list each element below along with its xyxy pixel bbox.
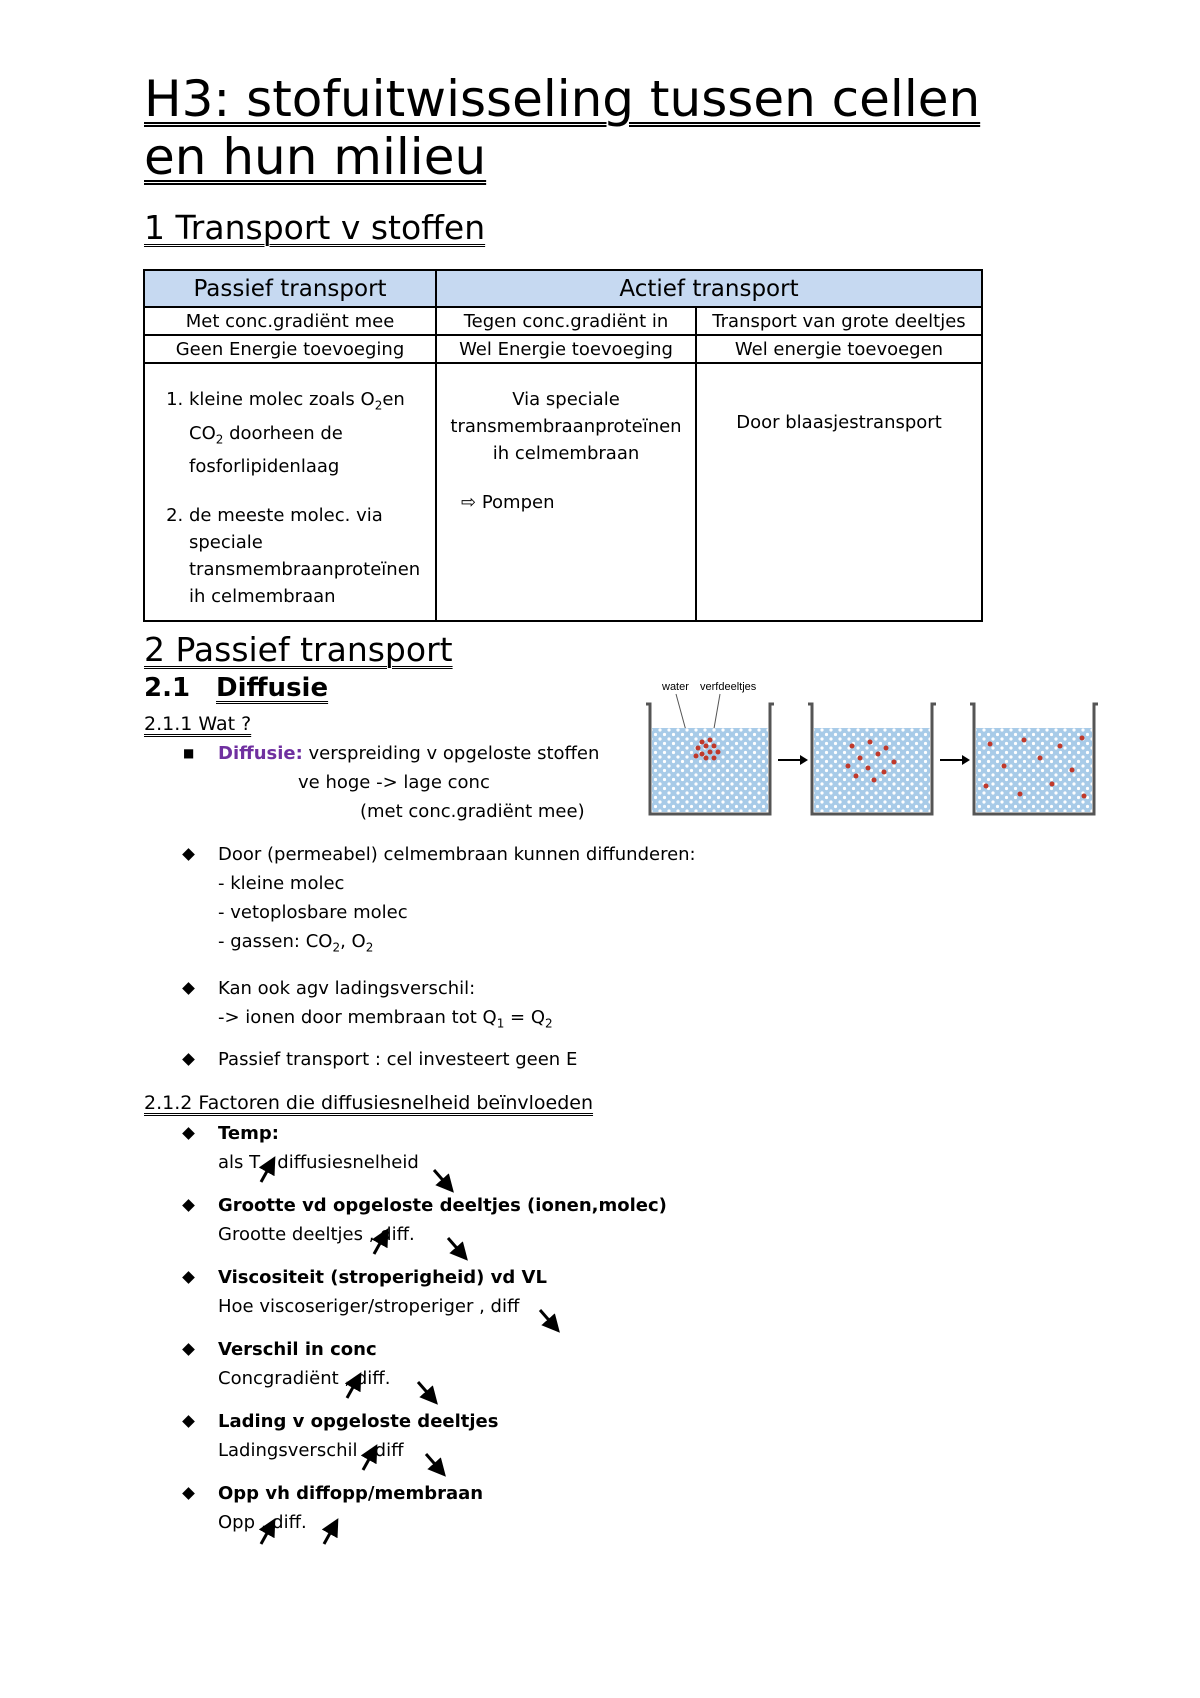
arrow-right-icon: ⇨ xyxy=(461,492,477,513)
square-bullet-icon: ■ xyxy=(183,746,195,760)
arrow-up-icon xyxy=(374,1236,384,1254)
cell-grote-energie: Wel energie toevoegen xyxy=(696,335,982,363)
section-1-heading: 1 Transport v stoffen xyxy=(144,208,486,247)
water-label: water xyxy=(662,681,689,693)
arrow-down-icon xyxy=(418,1382,432,1398)
section-2-1-1-heading: 2.1.1 Wat ? xyxy=(144,713,252,735)
arrow-up-icon xyxy=(347,1380,357,1398)
list-item: 1. kleine molec zoals $O_2en$ $CO_2$ doorheen de fosforlipidenlaag xyxy=(189,386,431,480)
diffusie-definition-line2: ve hoge -> lage conc xyxy=(298,772,490,793)
cell-passief-gradient: Met conc.gradiënt mee xyxy=(144,307,436,335)
factor-temp: Temp: als T , diffusiesnelheid xyxy=(218,1123,419,1173)
factor-viscositeit: Viscositeit (stroperigheid) vd VL Hoe viscoseriger/stroperiger , diff xyxy=(218,1267,547,1317)
verfdeeltjes-label: verfdeeltjes xyxy=(700,681,757,693)
list-item: 2. de meeste molec. via speciale transmembraanproteïnen ih celmembraan xyxy=(189,502,431,610)
cell-actief-gradient: Tegen conc.gradiënt in xyxy=(436,307,696,335)
cell-blaasjes: Door blaasjestransport xyxy=(696,363,982,621)
arrow-down-icon xyxy=(434,1170,448,1186)
cell-grote-deeltjes: Transport van grote deeltjes xyxy=(696,307,982,335)
diffusie-definition-line3: (met conc.gradiënt mee) xyxy=(360,801,585,822)
arrow-down-icon xyxy=(426,1454,440,1470)
arrow-down-icon xyxy=(448,1238,462,1254)
arrow-down-icon xyxy=(540,1310,554,1326)
cell-actief-energie: Wel Energie toevoeging xyxy=(436,335,696,363)
diffusie-definition: Diffusie: verspreiding v opgeloste stoffen xyxy=(218,743,600,764)
pompen-text: Pompen xyxy=(481,492,555,513)
bullet-permeabel: Door (permeabel) celmembraan kunnen diffunderen: - kleine molec - vetoplosbare molec - gassen: $CO_2$, $O_2$ xyxy=(218,844,696,955)
factor-lading: Lading v opgeloste deeltjes Ladingsverschil , diff xyxy=(218,1411,499,1461)
page-title: H3: stofuitwisseling tussen cellen en hun milieu xyxy=(144,70,981,186)
factor-opp: Opp vh diffopp/membraan Opp , diff. xyxy=(218,1483,484,1533)
factor-conc: Verschil in conc Concgradiënt , diff. xyxy=(218,1339,391,1389)
section-2-heading: 2 Passief transport xyxy=(144,630,453,669)
arrow-up-icon xyxy=(324,1526,334,1544)
bullet-passief-energie: Passief transport : cel investeert geen E xyxy=(218,1049,578,1070)
bullet-lading: Kan ook agv ladingsverschil: -> ionen door membraan tot $Q_1 = Q_2$ xyxy=(218,978,553,1031)
arrow-up-icon xyxy=(261,1164,271,1182)
factor-grootte: Grootte vd opgeloste deeltjes (ionen,molec) Grootte deeltjes , diff. xyxy=(218,1195,667,1245)
arrow-up-icon xyxy=(363,1452,373,1470)
header-actief: Actief transport xyxy=(436,270,982,307)
header-passief: Passief transport xyxy=(144,270,436,307)
cell-passief-energie: Geen Energie toevoeging xyxy=(144,335,436,363)
actief-via-text: Via speciale transmembraanproteïnen ih celmembraan xyxy=(450,389,682,464)
arrow-up-icon xyxy=(261,1526,271,1544)
section-2-1-2-heading: 2.1.2 Factoren die diffusiesnelheid beïnvloeden xyxy=(144,1092,594,1114)
section-2-1-heading: 2.1 Diffusie xyxy=(144,673,329,703)
